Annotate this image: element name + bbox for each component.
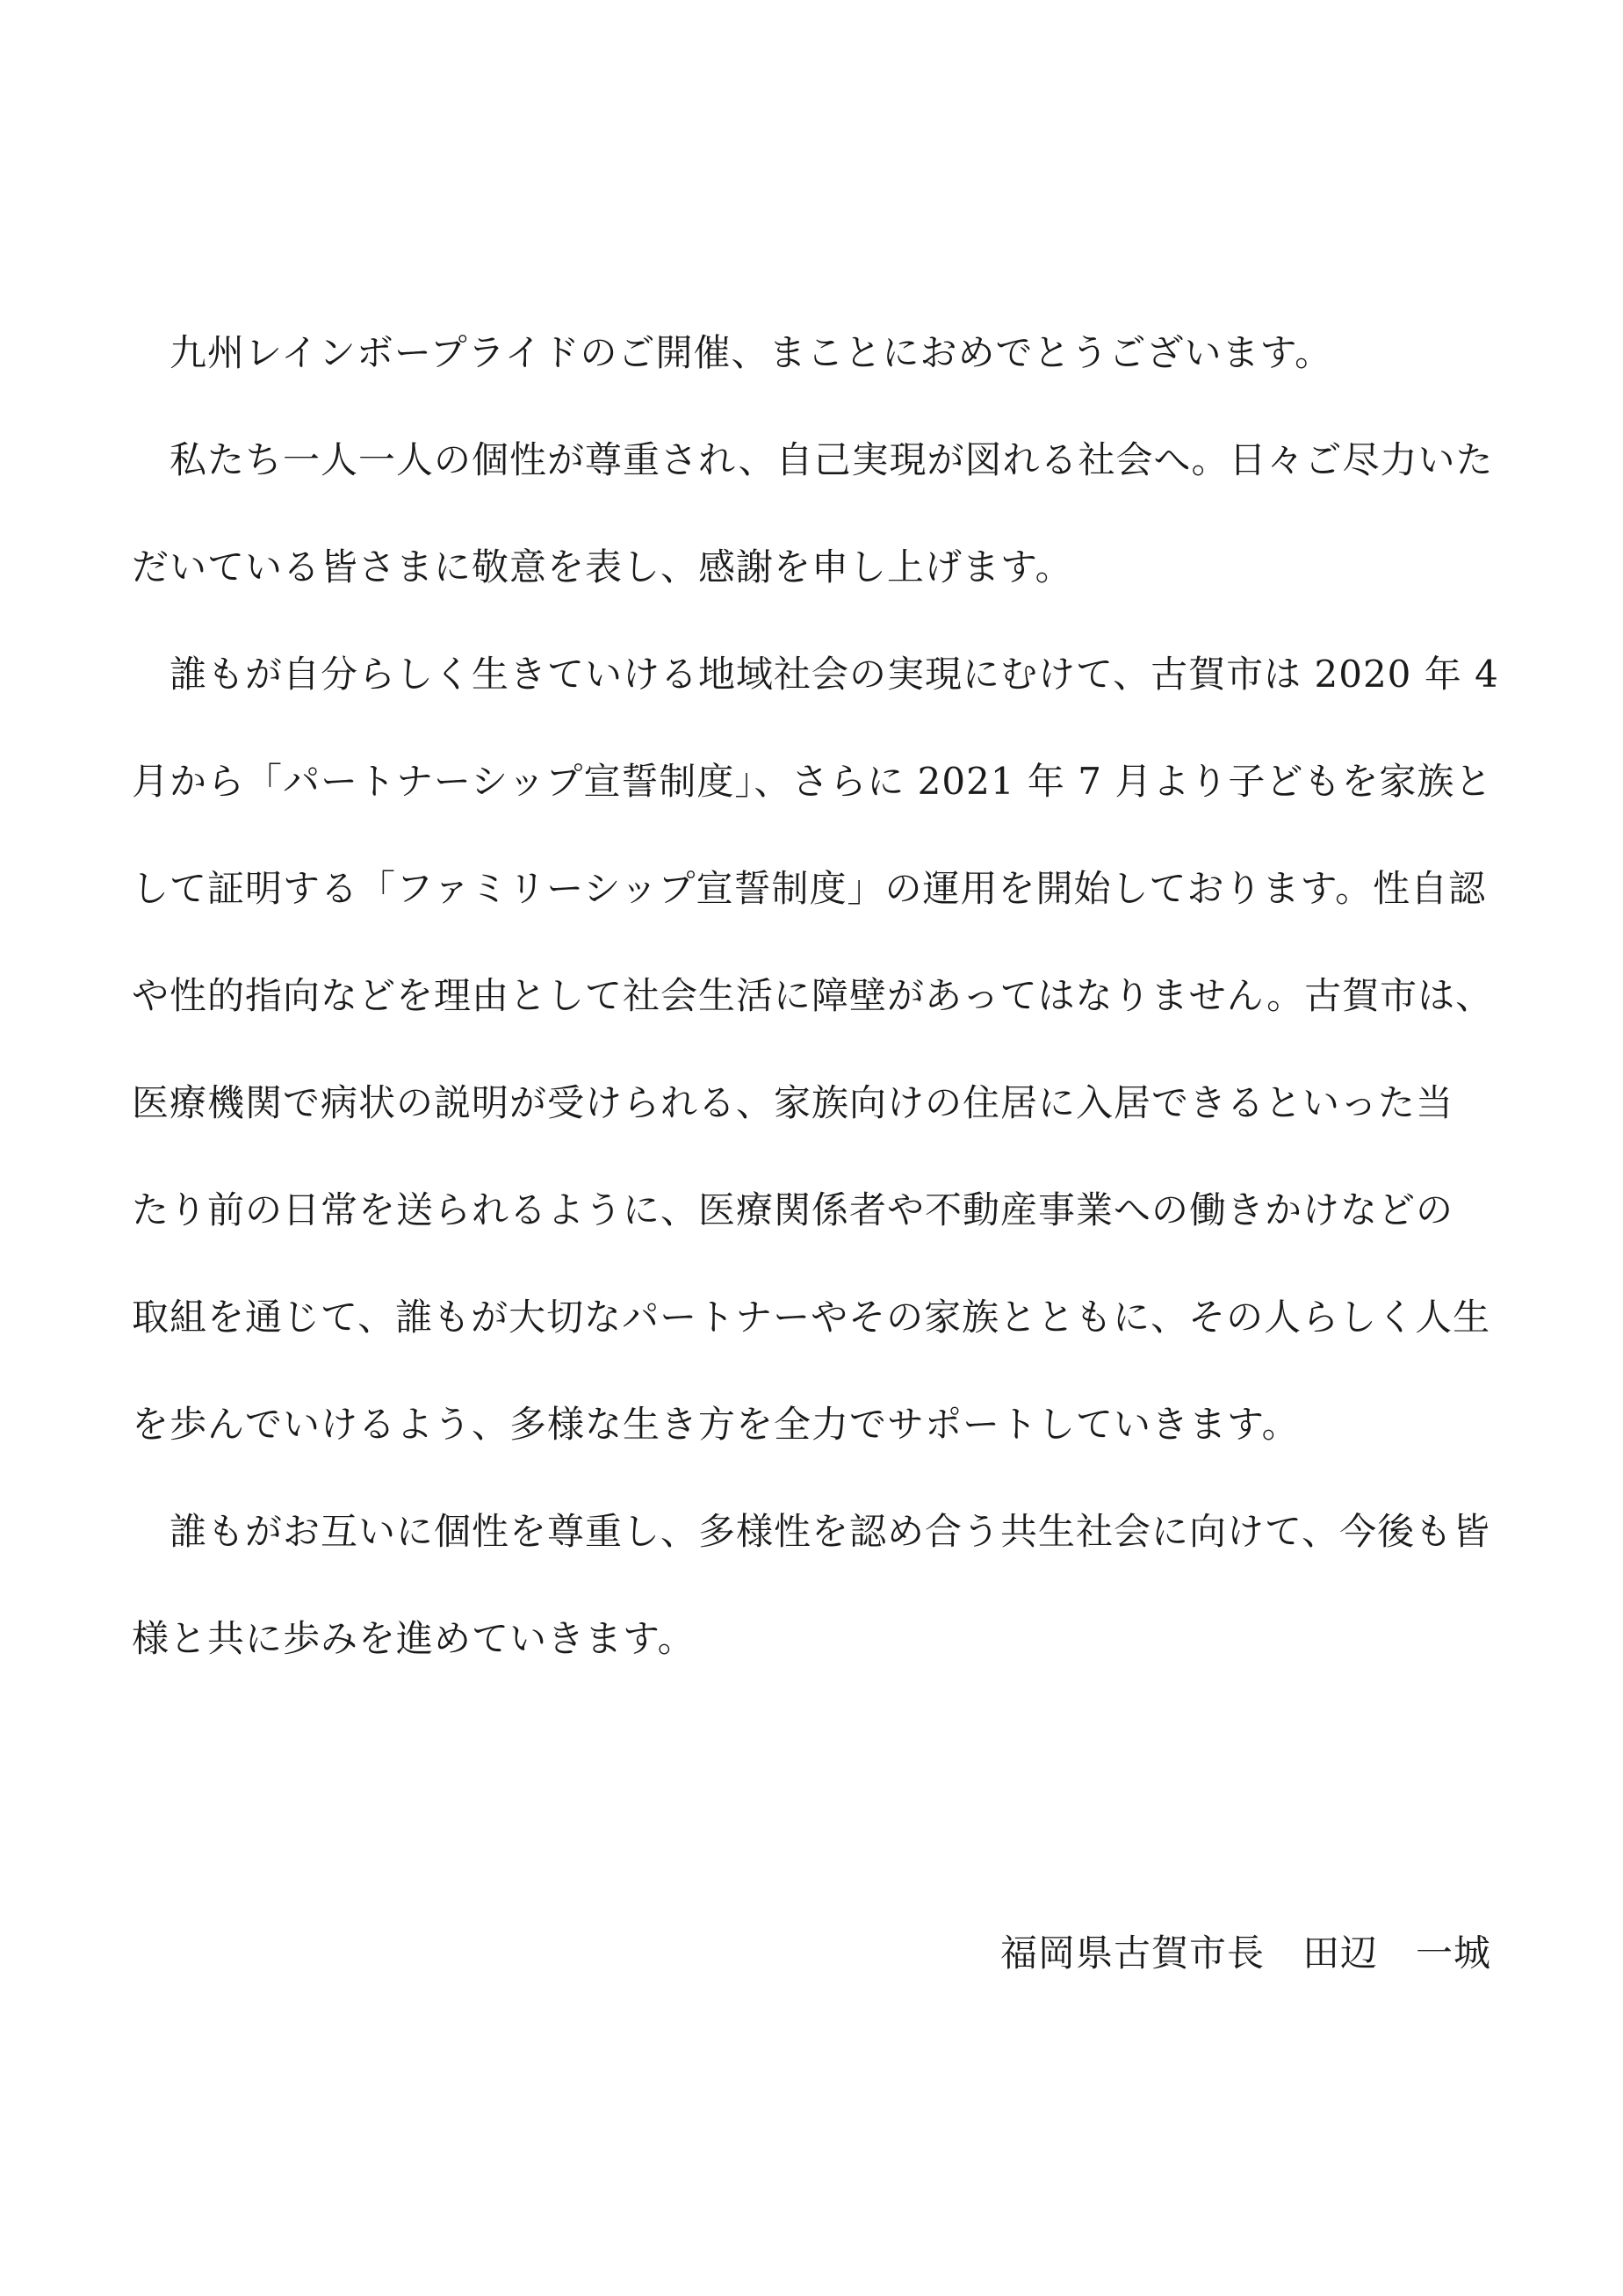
paragraph-1-line-1: 九州レインボープライドのご開催、まことにおめでとうございます。 [132, 331, 1333, 374]
paragraph-4-line-1: 誰もがお互いに個性を尊重し、多様性を認め合う共生社会に向けて、今後も皆 [132, 1510, 1491, 1553]
paragraph-3-line-4: や性的指向などを理由として社会生活に障壁があってはなりません。古賀市は、 [132, 974, 1494, 1017]
paragraph-2-line-2: だいている皆さまに敬意を表し、感謝を申し上げます。 [132, 545, 1073, 588]
paragraph-3-line-1: 誰もが自分らしく生きていける地域社会の実現にむけて、古賀市は 2020 年 4 [132, 653, 1499, 696]
paragraph-3-line-8: を歩んでいけるよう、多様な生き方を全力でサポートしていきます。 [132, 1403, 1300, 1446]
paragraph-4-line-2: 様と共に歩みを進めていきます。 [132, 1617, 696, 1660]
paragraph-3-line-3: して証明する「ファミリーシップ宣誓制度」の運用を開始しております。性自認 [132, 867, 1487, 910]
paragraph-3-line-2: 月から「パートナーシップ宣誓制度」、さらに 2021 年 7 月より子どもを家族と [132, 760, 1493, 803]
paragraph-3-line-5: 医療機関で病状の説明が受けられる、家族向けの住居に入居できるといった当 [132, 1081, 1454, 1124]
paragraph-2-line-1: 私たち一人一人の個性が尊重され、自己実現が図れる社会へ。日々ご尽力いた [132, 438, 1494, 481]
signature: 福岡県古賀市長 田辺 一城 [999, 1931, 1491, 1975]
paragraph-3-line-6: たり前の日常を送られるように、医療関係者や不動産事業への働きかけなどの [132, 1188, 1454, 1231]
paragraph-3-line-7: 取組を通じて、誰もが大切なパートナーやその家族とともに、その人らしく人生 [132, 1296, 1491, 1339]
